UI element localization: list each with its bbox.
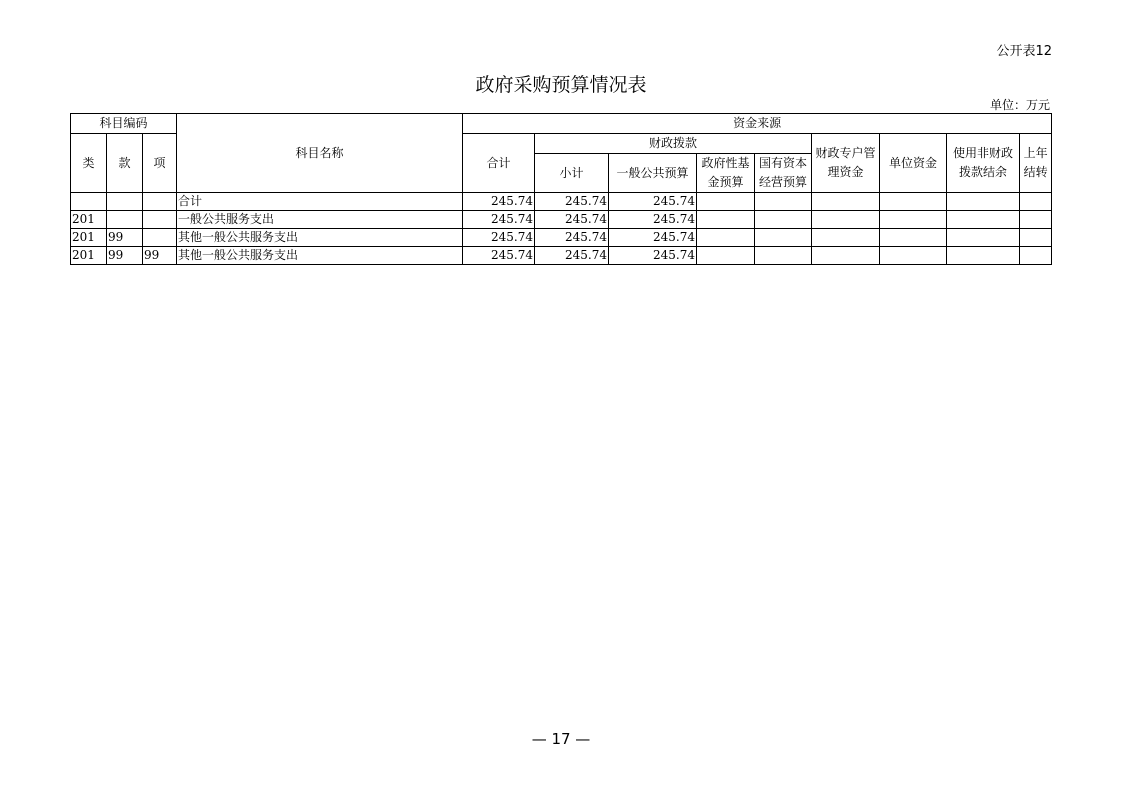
cell-lei: 201 <box>71 229 107 247</box>
table-row <box>71 229 1052 247</box>
cell-subtotal: 245.74 <box>535 193 609 211</box>
header-lei: 类 <box>71 134 107 193</box>
cell-gov-fund-budget <box>697 229 755 247</box>
header-xiang: 项 <box>143 134 177 193</box>
header-total: 合计 <box>463 134 535 193</box>
header-general-public-budget: 一般公共预算 <box>609 154 697 193</box>
header-non-fiscal-balance: 使用非财政拨款结余 <box>947 134 1020 193</box>
cell-non-fiscal-balance <box>947 193 1020 211</box>
cell-kuan: 99 <box>107 229 143 247</box>
cell-xiang <box>143 193 177 211</box>
cell-general-public-budget: 245.74 <box>609 229 697 247</box>
cell-lei <box>71 193 107 211</box>
cell-subtotal: 245.74 <box>535 247 609 265</box>
cell-gov-fund-budget <box>697 193 755 211</box>
cell-lei: 201 <box>71 211 107 229</box>
cell-xiang <box>143 229 177 247</box>
cell-subtotal: 245.74 <box>535 229 609 247</box>
cell-prior-year-carryover <box>1020 229 1052 247</box>
header-unit-fund: 单位资金 <box>880 134 947 193</box>
budget-table <box>70 113 1052 265</box>
page-number: — 17 — <box>531 730 591 748</box>
cell-prior-year-carryover <box>1020 247 1052 265</box>
cell-kuan <box>107 193 143 211</box>
cell-unit-fund <box>880 211 947 229</box>
cell-subtotal: 245.74 <box>535 211 609 229</box>
cell-gov-fund-budget <box>697 247 755 265</box>
cell-kuan: 99 <box>107 247 143 265</box>
cell-fiscal-special-fund <box>812 193 880 211</box>
header-prior-year-carryover: 上年结转 <box>1020 134 1052 193</box>
cell-state-capital-budget <box>755 211 812 229</box>
header-kuan: 款 <box>107 134 143 193</box>
cell-xiang <box>143 211 177 229</box>
table-row <box>71 193 1052 211</box>
cell-kuan <box>107 211 143 229</box>
table-row <box>71 211 1052 229</box>
page-title: 政府采购预算情况表 <box>475 74 647 96</box>
form-number: 公开表12 <box>996 44 1052 59</box>
cell-non-fiscal-balance <box>947 211 1020 229</box>
cell-non-fiscal-balance <box>947 247 1020 265</box>
cell-subject-name: 其他一般公共服务支出 <box>177 247 463 265</box>
header-subject-name: 科目名称 <box>177 114 463 193</box>
header-state-capital-budget: 国有资本经营预算 <box>755 154 812 193</box>
cell-general-public-budget: 245.74 <box>609 211 697 229</box>
cell-prior-year-carryover <box>1020 211 1052 229</box>
cell-prior-year-carryover <box>1020 193 1052 211</box>
header-subject-code: 科目编码 <box>71 114 177 134</box>
cell-fiscal-special-fund <box>812 229 880 247</box>
cell-xiang: 99 <box>143 247 177 265</box>
header-fiscal-special-fund: 财政专户管理资金 <box>812 134 880 193</box>
cell-gov-fund-budget <box>697 211 755 229</box>
cell-subject-name: 一般公共服务支出 <box>177 211 463 229</box>
cell-total: 245.74 <box>463 193 535 211</box>
unit-label: 单位：万元 <box>989 98 1050 112</box>
cell-state-capital-budget <box>755 247 812 265</box>
table-row <box>71 247 1052 265</box>
cell-subject-name: 其他一般公共服务支出 <box>177 229 463 247</box>
cell-general-public-budget: 245.74 <box>609 193 697 211</box>
cell-unit-fund <box>880 247 947 265</box>
cell-state-capital-budget <box>755 229 812 247</box>
header-subtotal: 小计 <box>535 154 609 193</box>
header-fiscal-appropriation: 财政拨款 <box>535 134 812 154</box>
cell-unit-fund <box>880 193 947 211</box>
cell-total: 245.74 <box>463 229 535 247</box>
cell-fiscal-special-fund <box>812 247 880 265</box>
cell-lei: 201 <box>71 247 107 265</box>
cell-non-fiscal-balance <box>947 229 1020 247</box>
header-gov-fund-budget: 政府性基金预算 <box>697 154 755 193</box>
cell-unit-fund <box>880 229 947 247</box>
cell-general-public-budget: 245.74 <box>609 247 697 265</box>
cell-total: 245.74 <box>463 247 535 265</box>
cell-total: 245.74 <box>463 211 535 229</box>
cell-fiscal-special-fund <box>812 211 880 229</box>
header-funding-source: 资金来源 <box>463 114 1052 134</box>
cell-subject-name: 合计 <box>177 193 463 211</box>
cell-state-capital-budget <box>755 193 812 211</box>
